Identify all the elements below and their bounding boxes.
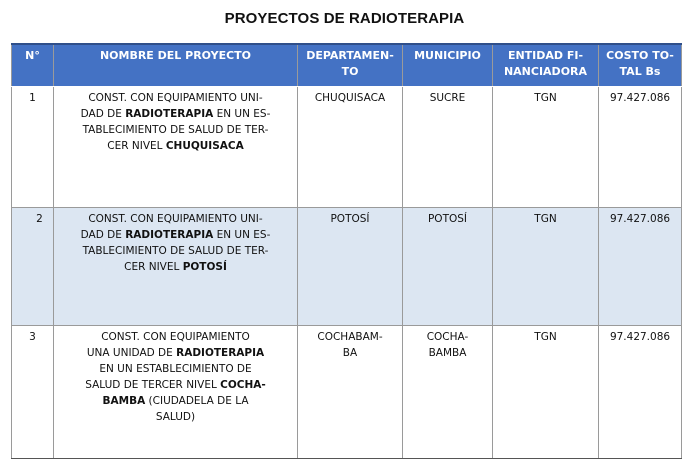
total-cost: 97.427.086 <box>599 208 682 326</box>
funding-entity: TGN <box>493 208 599 326</box>
municipality: POTOSÍ <box>403 208 493 326</box>
row-number: 3 <box>12 326 54 459</box>
projects-table <box>11 43 682 459</box>
page-title: PROYECTOS DE RADIOTERAPIA <box>224 10 465 27</box>
header-project-name: NOMBRE DEL PROYECTO <box>54 44 298 87</box>
department: COCHABAM- BA <box>298 326 403 459</box>
total-cost: 97.427.086 <box>599 326 682 459</box>
header-municipality: MUNICIPIO <box>403 44 493 87</box>
department: CHUQUISACA <box>298 87 403 208</box>
total-cost: 97.427.086 <box>599 87 682 208</box>
table-header-row <box>12 44 682 87</box>
header-total-cost: COSTO TO- TAL Bs <box>599 44 682 87</box>
header-department: DEPARTAMEN- TO <box>298 44 403 87</box>
municipality: SUCRE <box>403 87 493 208</box>
project-name: CONST. CON EQUIPAMIENTO UNI- DAD DE RADIOTERAPIA EN UN ES- TABLECIMIENTO DE SALUD DE TER- CER NIVEL CHUQUISACA <box>54 87 298 208</box>
funding-entity: TGN <box>493 326 599 459</box>
row-number: 1 <box>12 87 54 208</box>
table-row <box>12 208 682 326</box>
row-number: 2 <box>12 208 54 326</box>
table-row <box>12 326 682 459</box>
table-row <box>12 87 682 208</box>
department: POTOSÍ <box>298 208 403 326</box>
project-name: CONST. CON EQUIPAMIENTO UNI- DAD DE RADIOTERAPIA EN UN ES- TABLECIMIENTO DE SALUD DE TER- CER NIVEL POTOSÍ <box>54 208 298 326</box>
project-name: CONST. CON EQUIPAMIENTO UNA UNIDAD DE RADIOTERAPIA EN UN ESTABLECIMIENTO DE SALUD DE TERCER NIVEL COCHA- BAMBA (CIUDADELA DE LA SALUD) <box>54 326 298 459</box>
municipality: COCHA- BAMBA <box>403 326 493 459</box>
header-funding-entity: ENTIDAD FI- NANCIADORA <box>493 44 599 87</box>
header-number: N° <box>12 44 54 87</box>
funding-entity: TGN <box>493 87 599 208</box>
